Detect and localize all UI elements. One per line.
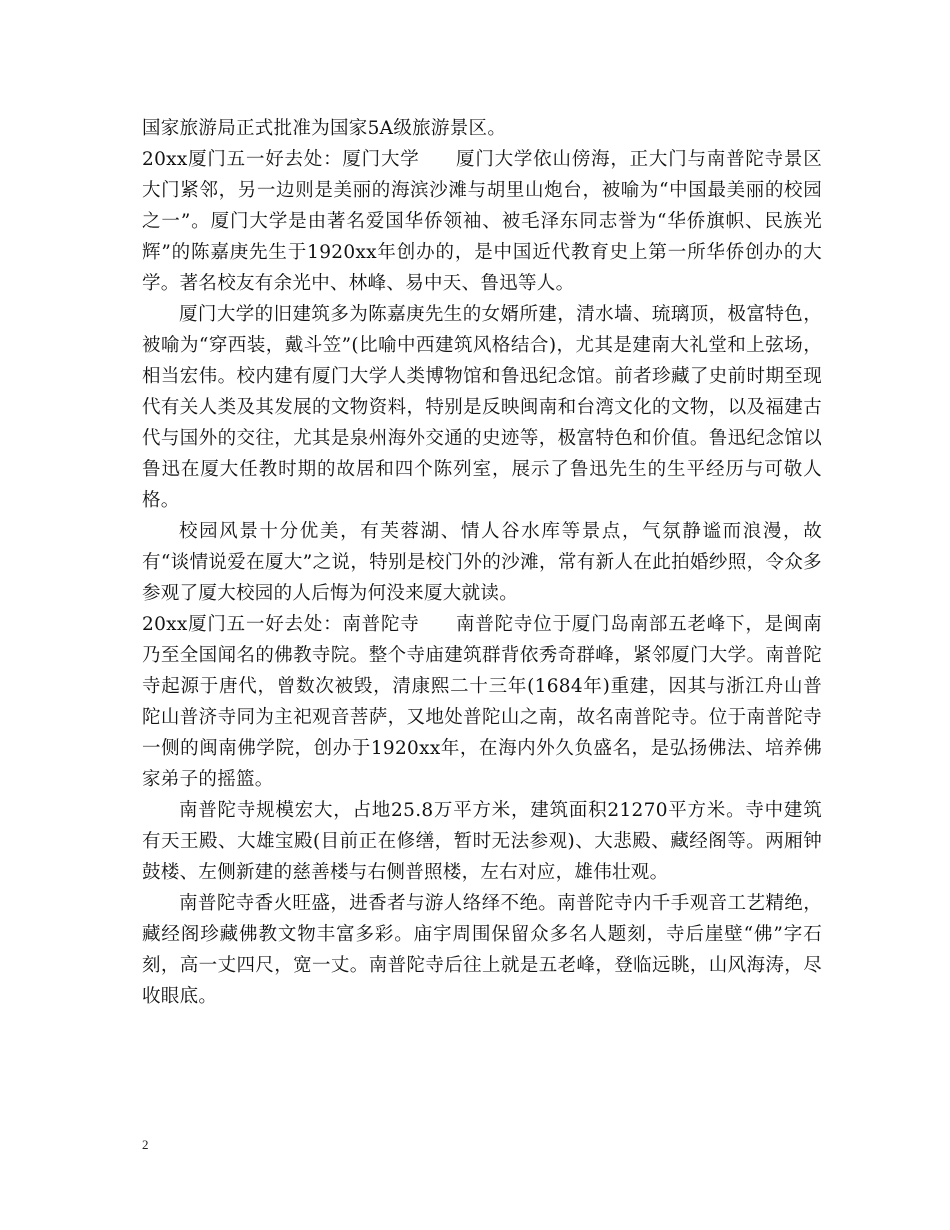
paragraph-campus-scenery [142,516,822,609]
section-heading-xiamen-university: 20xx厦门五一好去处：厦门大学 [142,149,420,170]
paragraph-temple-incense [142,888,822,1012]
paragraph-nanputuo-temple [142,609,822,795]
paragraph-old-buildings [142,299,822,516]
paragraph-text: 厦门大学依山傍海，正大门与南普陀寺景区大门紧邻，另一边则是美丽的海滨沙滩与胡里山炮台，被喻为“中国最美丽的校园之一”。厦门大学是由著名爱国华侨领袖、被毛泽东同志誉为“华侨旗帜、民族光辉”的陈嘉庚先生于1920xx年创办的，是中国近代教育史上第一所华侨创办的大学。著名校友有余光中、林峰、易中天、鲁迅等人。 [142,149,822,294]
paragraph-continuation [142,113,822,144]
page-number: 2 [142,1137,149,1152]
section-heading-nanputuo-temple: 20xx厦门五一好去处：南普陀寺 [142,614,420,635]
document-body [142,113,822,1012]
paragraph-text: 南普陀寺规模宏大，占地25.8万平方米，建筑面积21270平方米。寺中建筑有天王殿、大雄宝殿(目前正在修缮，暂时无法参观)、大悲殿、藏经阁等。两厢钟鼓楼、左侧新建的慈善楼与右侧普照楼，左右对应，雄伟壮观。 [142,800,822,883]
paragraph-xiamen-university [142,144,822,299]
paragraph-text: 南普陀寺位于厦门岛南部五老峰下，是闽南乃至全国闻名的佛教寺院。整个寺庙建筑群背依秀奇群峰，紧邻厦门大学。南普陀寺起源于唐代，曾数次被毁，清康熙二十三年(1684年)重建，因其与浙江舟山普陀山普济寺同为主祀观音菩萨，又地处普陀山之南，故名南普陀寺。位于南普陀寺一侧的闽南佛学院，创办于1920xx年，在海内外久负盛名，是弘扬佛法、培养佛家弟子的摇篮。 [142,614,822,790]
paragraph-text: 校园风景十分优美，有芙蓉湖、情人谷水库等景点，气氛静谧而浪漫，故有“谈情说爱在厦大”之说，特别是校门外的沙滩，常有新人在此拍婚纱照，令众多参观了厦大校园的人后悔为何没来厦大就读。 [142,521,822,604]
paragraph-text: 厦门大学的旧建筑多为陈嘉庚先生的女婿所建，清水墙、琉璃顶，极富特色，被喻为“穿西装，戴斗笠”(比喻中西建筑风格结合)，尤其是建南大礼堂和上弦场，相当宏伟。校内建有厦门大学人类博物馆和鲁迅纪念馆。前者珍藏了史前时期至现代有关人类及其发展的文物资料，特别是反映闽南和台湾文化的文物，以及福建古代与国外的交往，尤其是泉州海外交通的史迹等，极富特色和价值。鲁迅纪念馆以鲁迅在厦大任教时期的故居和四个陈列室，展示了鲁迅先生的生平经历与可敬人格。 [142,304,822,511]
paragraph-text: 国家旅游局正式批准为国家5A级旅游景区。 [142,118,507,139]
paragraph-temple-scale [142,795,822,888]
paragraph-text: 南普陀寺香火旺盛，进香者与游人络绎不绝。南普陀寺内千手观音工艺精绝，藏经阁珍藏佛教文物丰富多彩。庙宇周围保留众多名人题刻，寺后崖壁“佛”字石刻，高一丈四尺，宽一丈。南普陀寺后往上就是五老峰，登临远眺，山风海涛，尽收眼底。 [142,893,822,1007]
